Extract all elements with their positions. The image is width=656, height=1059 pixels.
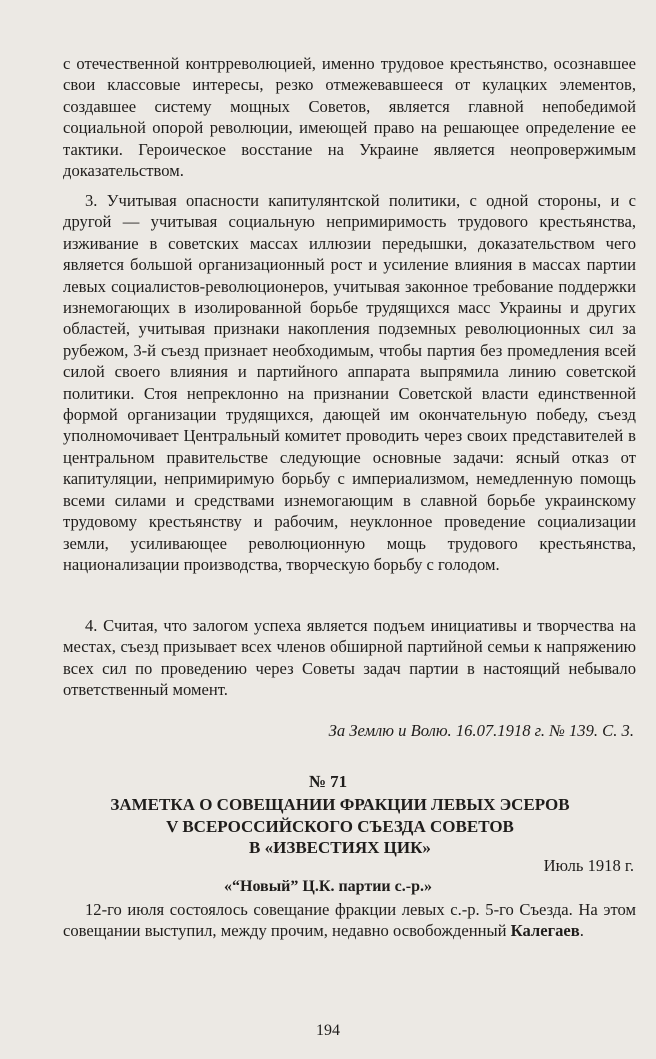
title-line-2: V ВСЕРОССИЙСКОГО СЪЕЗДА СОВЕТОВ [166, 816, 514, 836]
title-line-3: В «ИЗВЕСТИЯХ ЦИК» [249, 838, 431, 857]
page-number: 194 [316, 1022, 340, 1039]
paragraph-3: 4. Считая, что залогом успеха является подъем инициативы и творчества на местах, съезд призывает всех членов обширной партийной семьи к напряжению всех сил по проведению через Советы задач партии в настоящий небывало ответственный момент. [63, 616, 636, 700]
paragraph-2: 3. Учитывая опасности капитулянтской политики, с одной стороны, и с другой — учитывая социальную непримиримость трудового крестьянства, изживание в советских массах иллюзии передышки, доказательством чего является большой организационный рост и усиление влияния в массах партии левых социалистов-революционеров, учитывая законное требование поддержки изнемогающих в изолированной борьбе трудящихся масс Украины и других областей, учитывая признаки накопления подземных революционных сил за рубежом, 3-й съезд признает необходимым, чтобы партия без промедления всей силой своего влияния и партийного аппарата выпрямила линию советской политики. Стоя непреклонно на признании Советской власти единственной формой организации трудящихся, дающей им окончательную победу, съезд уполномочивает Центральный комитет проводить через своих представителей в центральном правительстве следующие основные задачи: ясный отказ от капитуляции, непримиримую борьбу с империализмом, немедленную помощь всеми силами и средствами изнемогающим в славной борьбе украинскому трудовому крестьянству и рабочим, неуклонное проведение социализации земли, усиливающее революционную мощь трудового крестьянства, национализации производства, творческую борьбу с голодом. [63, 191, 636, 574]
document-number: № 71 [308, 772, 348, 791]
document-title [40, 794, 640, 859]
paragraph-1: с отечественной контрреволюцией, именно трудовое крестьянство, осознавшее свои классовые интересы, резко отмежевавшееся от кулацких элементов, создавшее систему мощных Советов, является главной непобедимой социальной опорой революции, имеющей право на решающее определение ее тактики. Героическое восстание на Украине является неопровержимым доказательством. [63, 54, 636, 181]
article-subheading: «“Новый” Ц.К. партии с.-р.» [224, 878, 432, 895]
paragraph-4 [63, 899, 636, 942]
person-name: Калегаев [510, 921, 580, 941]
paragraph-4-text: 12-го июля состоялось совещание фракции левых с.-р. 5-го Съезда. На этом совещании выступил, между прочим, недавно освобожденный [63, 900, 636, 941]
title-line-1: ЗАМЕТКА О СОВЕЩАНИИ ФРАКЦИИ ЛЕВЫХ ЭСЕРОВ [110, 795, 570, 814]
paragraph-4-end: . [579, 921, 584, 941]
document-date: Июль 1918 г. [543, 856, 634, 875]
source-citation: За Землю и Волю. 16.07.1918 г. № 139. С. 3. [328, 721, 634, 740]
